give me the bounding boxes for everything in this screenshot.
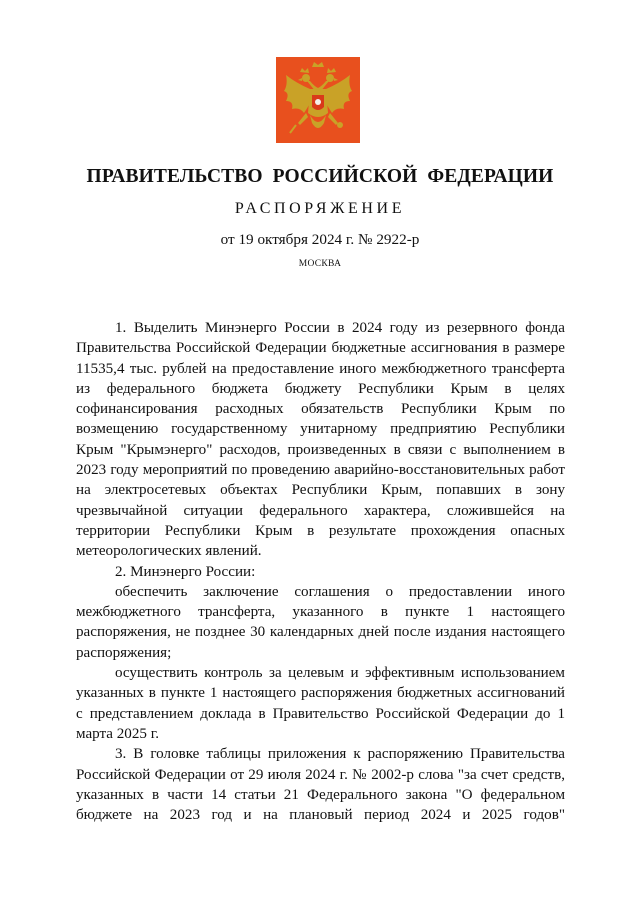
document-body xyxy=(76,318,565,825)
coat-of-arms-icon xyxy=(276,57,360,143)
government-title: ПРАВИТЕЛЬСТВО РОССИЙСКОЙ ФЕДЕРАЦИИ xyxy=(86,166,554,187)
paragraph-3: 3. В головке таблицы приложения к распоряжению Правительства Российской Федерации от 29 июля 2024 г. № 2002-р слова "за счет средств, указанных в части 14 статьи 21 Федерального закона "О федеральном бюджете на 2023 год и на плановый период 2024 и 2025 годов" xyxy=(76,746,565,824)
document-city: МОСКВА xyxy=(298,259,342,269)
paragraph-1: 1. Выделить Минэнерго России в 2024 году из резервного фонда Правительства Российской Федерации бюджетные ассигнования в размере 11535,4 тыс. рублей на предоставление иного межбюджетного трансферта из федерального бюджета бюджету Республики Крым в целях софинансирования расходных обязательств Республики Крым по возмещению государственному унитарному предприятию Республики Крым "Крымэнерго" расходов, произведенных в связи с выполнением в 2023 году мероприятий по проведению аварийно-восстановительных работ на электросетевых объектах Республики Крым, попавших в зону чрезвычайной ситуации федерального характера, сложившейся на территории Республики Крым в результате прохождения опасных метеорологических явлений. xyxy=(76,320,565,560)
paragraph-2: 2. Минэнерго России: xyxy=(115,563,256,580)
paragraph-2-item-2: осуществить контроль за целевым и эффективным использованием указанных в пункте 1 настоящего распоряжения бюджетных ассигнований с представлением доклада в Правительство Российской Федерации до 1 марта 2025 г. xyxy=(76,665,565,742)
document-type: РАСПОРЯЖЕНИЕ xyxy=(234,200,406,217)
document-date-number: от 19 октября 2024 г. № 2922-р xyxy=(220,231,420,248)
paragraph-2-item-1: обеспечить заключение соглашения о предоставлении иного межбюджетного трансферта, указанного в пункте 1 настоящего распоряжения, не позднее 30 календарных дней после издания настоящего распоряжения; xyxy=(76,583,565,661)
document-header xyxy=(0,160,640,272)
